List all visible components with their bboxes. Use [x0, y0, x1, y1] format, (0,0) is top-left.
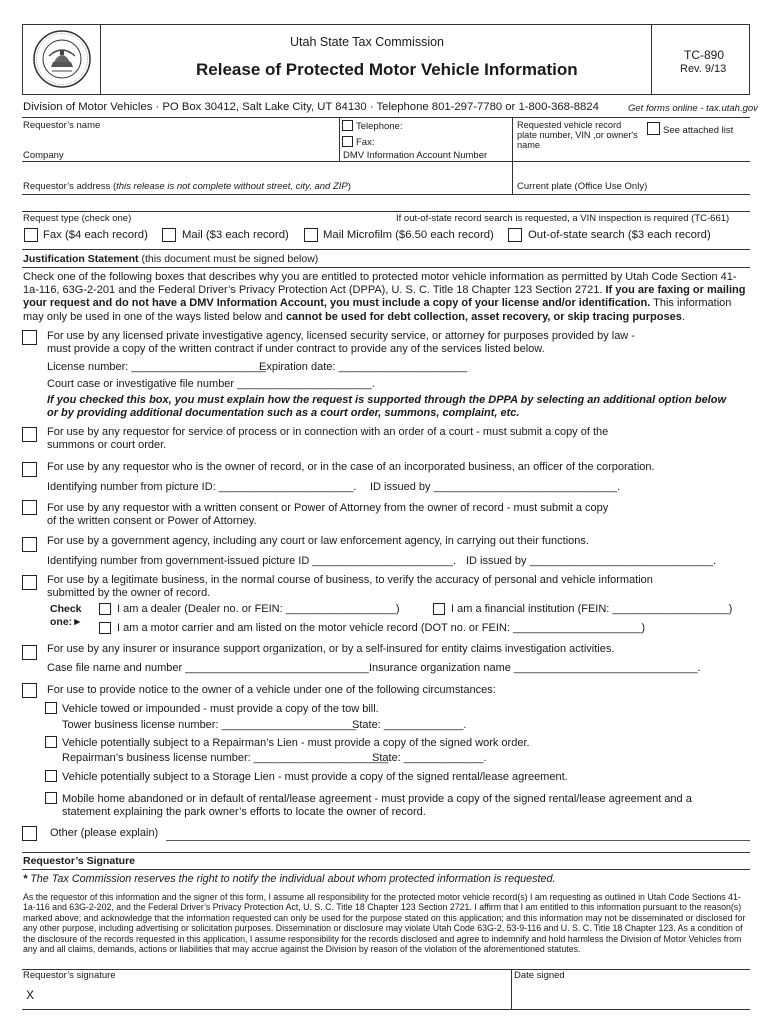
option-other-checkbox[interactable] [22, 826, 37, 841]
storage-lien-text: Vehicle potentially subject to a Storage Lien - must provide a copy of the signed rental/lease agreement. [62, 771, 568, 783]
motor-carrier-field: I am a motor carrier and am listed on the motor vehicle record (DOT no. or FEIN: _____________________) [117, 622, 646, 634]
repairman-lien-text: Vehicle potentially subject to a Repairman’s Lien - must provide a copy of the signed work order. [62, 737, 530, 749]
option-investigator-text: For use by any licensed private investigative agency, licensed security service, or attorney for purposes provided by law - must provide a copy of the written contract if under contract to provide any of the services listed below. [47, 330, 635, 356]
justification-heading: Justification Statement (this document must be signed below) [23, 253, 319, 265]
option-government-checkbox[interactable] [22, 537, 37, 552]
financial-institution-field: I am a financial institution (FEIN: ___________________) [451, 603, 733, 615]
option-other-text: Other (please explain) [50, 827, 159, 839]
online-forms-link[interactable]: Get forms online - tax.utah.gov [628, 103, 758, 114]
towed-checkbox[interactable] [45, 702, 57, 714]
form-title: Release of Protected Motor Vehicle Information [196, 60, 578, 79]
court-case-field: Court case or investigative file number ______________________. [47, 378, 375, 390]
out-of-state-checkbox[interactable] [508, 228, 522, 242]
option-insurer-checkbox[interactable] [22, 645, 37, 660]
justification-intro: Check one of the following boxes that describes why you are entitled to protected motor vehicle information as permitted by Utah Code Section 41-1a-116, 63G-2-201 and the Federal Driver’s Privacy Protection Act (DPPA), U. S. C. Title 18 Chapter 123 Section 2721. If you are faxing or mailing your request and do not have a DMV Information Account, you must include a copy of your license and/or identification. This information may only be used in one of the ways listed below and cannot be used for debt collection, asset recovery, or skip tracing purposes. [23, 271, 746, 323]
requestor-address-label: Requestor’s address (this release is not complete without street, city, and ZIP) [23, 181, 351, 192]
option-insurer-text: For use by any insurer or insurance support organization, or by a self-insured for entity claims investigation activities. [47, 643, 615, 655]
telephone-checkbox[interactable] [342, 120, 353, 131]
request-type-label: Request type (check one) [23, 213, 132, 224]
dmv-account-label: DMV Information Account Number [343, 150, 488, 161]
company-label: Company [23, 150, 64, 161]
repairman-state-field: State: _____________. [372, 752, 487, 764]
option-business-text: For use by a legitimate business, in the normal course of business, to verify the accuracy of personal and vehicle information submitted by the owner of record. [47, 574, 653, 600]
out-of-state-label: Out-of-state search ($3 each record) [528, 229, 711, 241]
mail-request-label: Mail ($3 each record) [182, 229, 289, 241]
microfilm-request-label: Mail Microfilm ($6.50 each record) [323, 229, 494, 241]
check-one-arrow: one:► [50, 616, 83, 628]
owner-id-number-field: Identifying number from picture ID: ______________________. [47, 481, 357, 493]
signature-field[interactable] [40, 982, 508, 1006]
signature-heading: Requestor’s Signature [23, 855, 136, 867]
fax-request-checkbox[interactable] [24, 228, 38, 242]
form-revision: Rev. 9/13 [680, 63, 727, 75]
dealer-checkbox[interactable] [99, 603, 111, 615]
see-attached-checkbox[interactable] [647, 122, 660, 135]
notification-notice: * The Tax Commission reserves the right to notify the individual about whom protected information is requested. [23, 873, 556, 885]
option-consent-text: For use by any requestor with a written consent or Power of Attorney from the owner of record - must submit a copy of the written consent or Power of Attorney. [47, 502, 609, 528]
option-investigator-checkbox[interactable] [22, 330, 37, 345]
insurance-org-field: Insurance organization name ______________________________. [369, 662, 701, 674]
see-attached-label: See attached list [663, 125, 734, 136]
financial-institution-checkbox[interactable] [433, 603, 445, 615]
option-court-order-checkbox[interactable] [22, 427, 37, 442]
repairman-license-field: Repairman’s business license number: ______________________. [62, 752, 392, 764]
state-seal [32, 29, 92, 89]
tower-state-field: State: _____________. [352, 719, 467, 731]
other-explain-line[interactable] [166, 840, 750, 841]
legal-affirmation: As the requestor of this information and the signer of this form, I assume all responsibility for the protected motor vehicle record(s) I am requesting as outlined in Utah Code Sections 41-1a-116 and 63G-2-202, and the Federal Driver’s Privacy Protection Act, U. S. C. Title 18 Chapter 123 Section 2721. I affirm that I am entitled to this information pursuant to the reason(s) marked above; and acknowledge that the information requested can only be used for the purpose stated on this application; and this information may not be disseminated or disclosed for any other purpose, including advertising or solicitation purposes. Dissemination or disclosure may violate Utah Code 63G-2, 53-9-116 and U. S. C. Title 18 Chapter 123. As a condition of the disclosure of the records requested in this application, I assume responsibility for the records disclosed and agree to indemnify and hold harmless the Division of Motor Vehicles from any and all claims, demands, actions or liabilities that may accrue against the Division by reason of the violation of the aforementioned statutes. [23, 892, 746, 955]
fax-request-label: Fax ($4 each record) [43, 229, 148, 241]
towed-text: Vehicle towed or impounded - must provide a copy of the tow bill. [62, 703, 379, 715]
signature-label: Requestor’s signature [23, 970, 116, 981]
dppa-explain-note: If you checked this box, you must explain how the request is supported through the DPPA by selecting an additional option below or by providing additional documentation such as a court order, summons, complaint, etc. [47, 394, 727, 420]
microfilm-request-checkbox[interactable] [304, 228, 318, 242]
signature-x-mark: X [26, 988, 35, 1002]
option-business-checkbox[interactable] [22, 575, 37, 590]
fax-label: Fax: [356, 137, 375, 148]
repairman-lien-checkbox[interactable] [45, 736, 57, 748]
storage-lien-checkbox[interactable] [45, 770, 57, 782]
vin-note: If out-of-state record search is requested, a VIN inspection is required (TC-661) [396, 213, 730, 224]
fax-checkbox[interactable] [342, 136, 353, 147]
option-court-order-text: For use by any requestor for service of process or in connection with an order of a court - must submit a copy of the summons or court order. [47, 426, 609, 452]
case-file-field: Case file name and number ______________________________. [47, 662, 372, 674]
requested-vehicle-label: Requested vehicle record plate number, VIN ,or owner's name [517, 120, 638, 151]
mobile-home-checkbox[interactable] [45, 792, 57, 804]
check-one-label: Check [50, 603, 82, 615]
owner-id-issued-field: ID issued by ______________________________. [370, 481, 621, 493]
option-consent-checkbox[interactable] [22, 500, 37, 515]
mobile-home-text: Mobile home abandoned or in default of rental/lease agreement - must provide a copy of the signed rental/lease agreement and a statement explaining the park owner’s efforts to locate the owner of record. [62, 793, 692, 819]
expiration-date-field: Expiration date: _____________________ [259, 361, 467, 373]
motor-carrier-checkbox[interactable] [99, 622, 111, 634]
government-id-issued-field: ID issued by ______________________________. [466, 555, 717, 567]
option-owner-text: For use by any requestor who is the owner of record, or in the case of an incorporated business, an officer of the corporation. [47, 461, 655, 473]
telephone-label: Telephone: [356, 121, 403, 132]
option-owner-checkbox[interactable] [22, 462, 37, 477]
dealer-field: I am a dealer (Dealer no. or FEIN: __________________) [117, 603, 400, 615]
option-notice-text: For use to provide notice to the owner of a vehicle under one of the following circumstances: [47, 684, 496, 696]
agency-name: Utah State Tax Commission [290, 35, 444, 49]
government-id-number-field: Identifying number from government-issued picture ID _______________________. [47, 555, 457, 567]
requestor-name-label: Requestor’s name [23, 120, 101, 131]
current-plate-label: Current plate (Office Use Only) [517, 181, 648, 192]
date-signed-label: Date signed [514, 970, 565, 981]
address-line: Division of Motor Vehicles · PO Box 30412, Salt Lake City, UT 84130 · Telephone 801-297-7780 or 1-800-368-8824 [23, 101, 599, 113]
date-signed-field[interactable] [514, 982, 748, 1006]
license-number-field: License number: ______________________ [47, 361, 266, 373]
mail-request-checkbox[interactable] [162, 228, 176, 242]
option-government-text: For use by a government agency, including any court or law enforcement agency, in carrying out their functions. [47, 535, 589, 547]
tower-license-field: Tower business license number: ______________________. [62, 719, 360, 731]
option-notice-checkbox[interactable] [22, 683, 37, 698]
form-number: TC-890 [684, 48, 725, 62]
